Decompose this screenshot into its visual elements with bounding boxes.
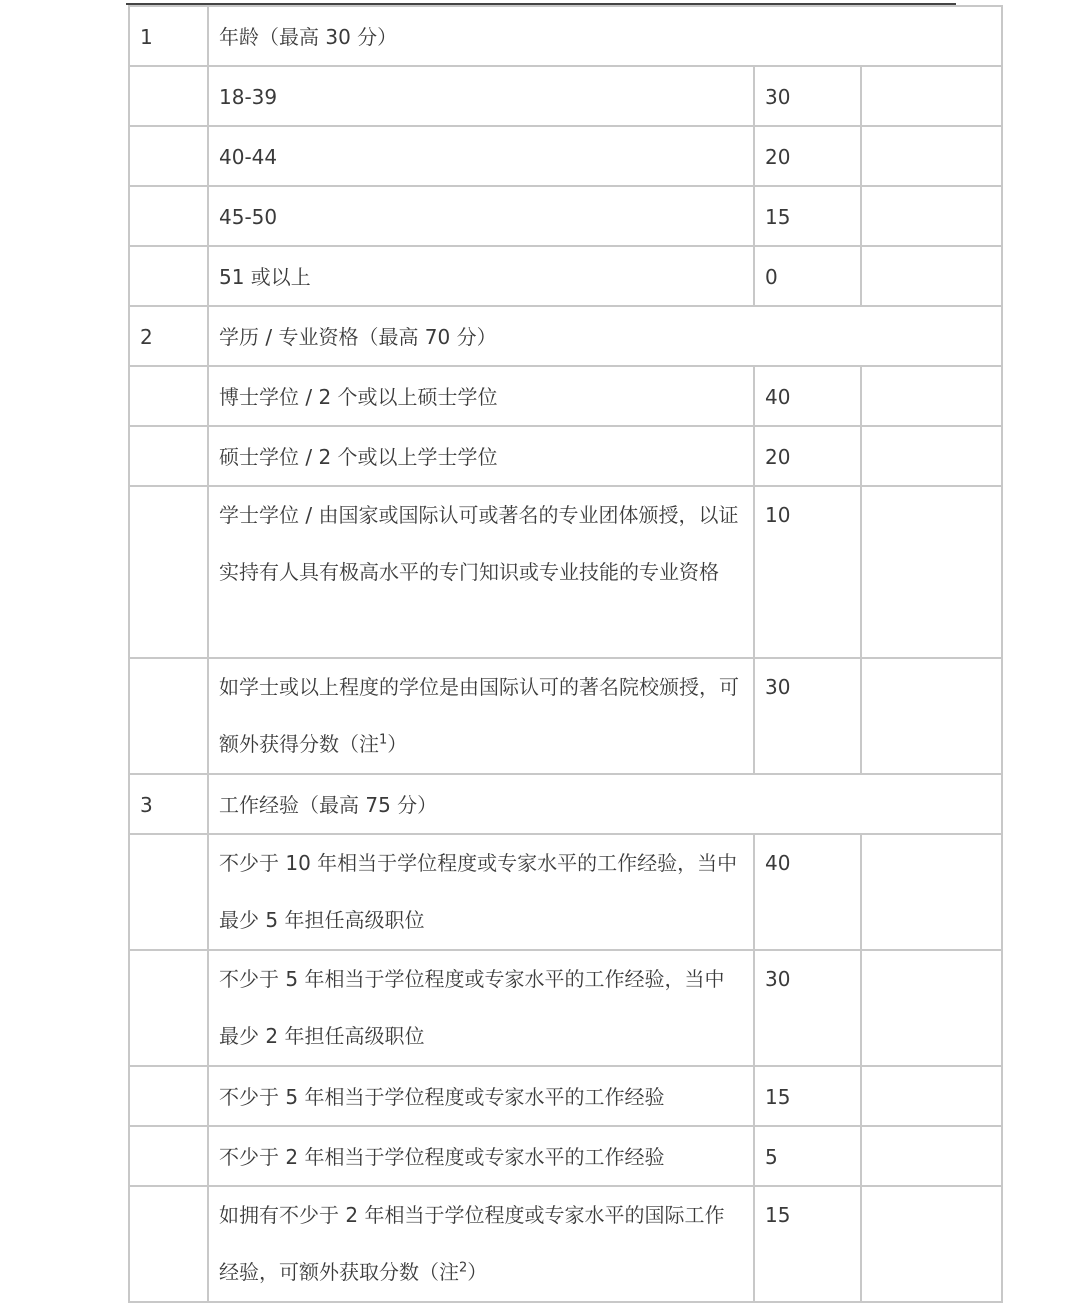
points-value: 20 (754, 426, 861, 486)
footnote-marker: 2 (459, 1260, 468, 1276)
points-value: 10 (754, 486, 861, 658)
empty-cell (129, 246, 208, 306)
points-value: 40 (754, 366, 861, 426)
empty-cell (861, 66, 1002, 126)
empty-cell (129, 834, 208, 950)
empty-cell (861, 950, 1002, 1066)
table-row (129, 246, 1002, 306)
table-row (129, 186, 1002, 246)
criterion-label: 博士学位 / 2 个或以上硕士学位 (208, 366, 754, 426)
criterion-label: 不少于 10 年相当于学位程度或专家水平的工作经验，当中最少 5 年担任高级职位 (208, 834, 754, 950)
empty-cell (129, 658, 208, 774)
empty-cell (129, 366, 208, 426)
footnote-marker: 1 (379, 732, 388, 748)
points-table (128, 5, 1003, 1303)
empty-cell (861, 426, 1002, 486)
criterion-label: 40-44 (208, 126, 754, 186)
table-row (129, 950, 1002, 1066)
table-row (129, 486, 1002, 658)
points-value: 30 (754, 66, 861, 126)
section-title: 学历 / 专业资格（最高 70 分） (208, 306, 1002, 366)
section-number: 1 (129, 6, 208, 66)
points-value: 15 (754, 1186, 861, 1302)
criterion-label: 不少于 5 年相当于学位程度或专家水平的工作经验 (208, 1066, 754, 1126)
section-number: 2 (129, 306, 208, 366)
empty-cell (861, 658, 1002, 774)
criterion-label: 45-50 (208, 186, 754, 246)
points-value: 20 (754, 126, 861, 186)
section-header-row (129, 774, 1002, 834)
empty-cell (861, 1186, 1002, 1302)
empty-cell (861, 126, 1002, 186)
points-value: 15 (754, 186, 861, 246)
criterion-label: 不少于 2 年相当于学位程度或专家水平的工作经验 (208, 1126, 754, 1186)
table-row (129, 658, 1002, 774)
empty-cell (861, 834, 1002, 950)
criterion-label-text: 如拥有不少于 2 年相当于学位程度或专家水平的国际工作经验，可额外获取分数（注 (219, 1203, 725, 1284)
criterion-label (208, 1186, 754, 1302)
empty-cell (861, 186, 1002, 246)
criterion-label: 学士学位 / 由国家或国际认可或著名的专业团体颁授，以证实持有人具有极高水平的专门知识或专业技能的专业资格 (208, 486, 754, 658)
section-title: 工作经验（最高 75 分） (208, 774, 1002, 834)
empty-cell (129, 950, 208, 1066)
table-row (129, 834, 1002, 950)
points-value: 0 (754, 246, 861, 306)
empty-cell (861, 486, 1002, 658)
criterion-label-end: ） (387, 732, 408, 756)
points-value: 15 (754, 1066, 861, 1126)
empty-cell (129, 66, 208, 126)
points-value: 40 (754, 834, 861, 950)
points-value: 30 (754, 658, 861, 774)
section-header-row (129, 6, 1002, 66)
empty-cell (129, 426, 208, 486)
empty-cell (861, 1126, 1002, 1186)
empty-cell (129, 126, 208, 186)
table-row (129, 1186, 1002, 1302)
criterion-label-end: ） (467, 1260, 488, 1284)
criterion-label: 不少于 5 年相当于学位程度或专家水平的工作经验，当中最少 2 年担任高级职位 (208, 950, 754, 1066)
empty-cell (129, 1126, 208, 1186)
empty-cell (129, 486, 208, 658)
table-row (129, 366, 1002, 426)
points-value: 5 (754, 1126, 861, 1186)
section-title: 年龄（最高 30 分） (208, 6, 1002, 66)
empty-cell (129, 186, 208, 246)
empty-cell (129, 1066, 208, 1126)
table-row (129, 1126, 1002, 1186)
table-row (129, 426, 1002, 486)
criterion-label: 18-39 (208, 66, 754, 126)
section-header-row (129, 306, 1002, 366)
section-number: 3 (129, 774, 208, 834)
criterion-label-text: 如学士或以上程度的学位是由国际认可的著名院校颁授，可额外获得分数（注 (219, 675, 739, 756)
empty-cell (861, 246, 1002, 306)
table-row (129, 1066, 1002, 1126)
criterion-label: 硕士学位 / 2 个或以上学士学位 (208, 426, 754, 486)
table-row (129, 126, 1002, 186)
criterion-label (208, 658, 754, 774)
points-value: 30 (754, 950, 861, 1066)
empty-cell (129, 1186, 208, 1302)
empty-cell (861, 1066, 1002, 1126)
empty-cell (861, 366, 1002, 426)
table-row (129, 66, 1002, 126)
criterion-label: 51 或以上 (208, 246, 754, 306)
